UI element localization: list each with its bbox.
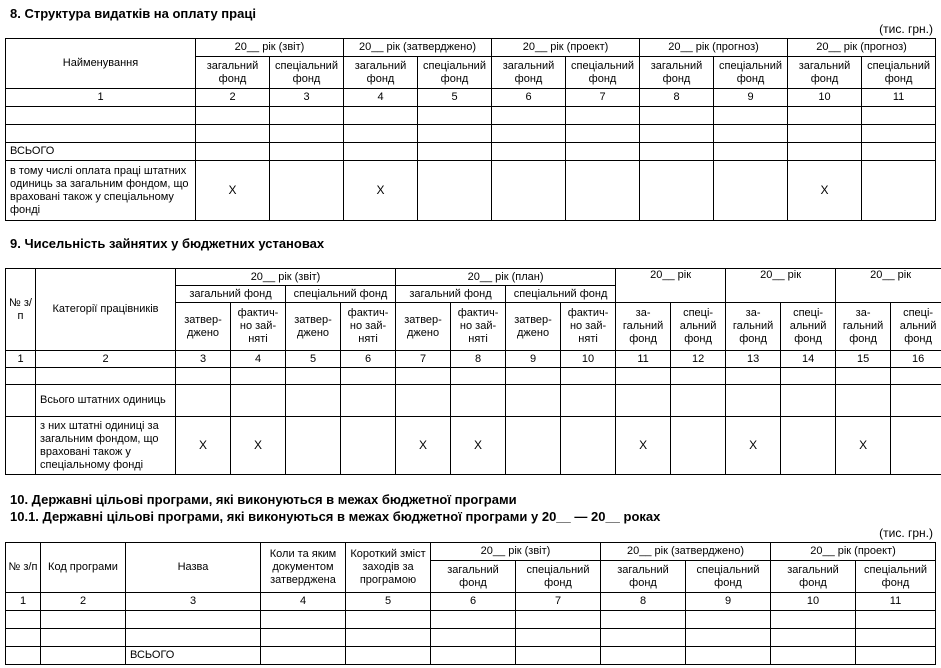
section8-unit: (тис. грн.) bbox=[879, 22, 933, 36]
including-label: в тому числі оплата праці штатних одиниць за загальним фондом, що враховані також у спеціальному фонді bbox=[6, 161, 196, 221]
special-fund-header: спеціальний фонд bbox=[516, 561, 601, 593]
total-staff-label: Всього штатних одиниць bbox=[36, 385, 176, 417]
period-header: 20__ рік (затверджено) bbox=[344, 39, 492, 57]
col-number: 5 bbox=[286, 351, 341, 368]
col-number: 2 bbox=[196, 89, 270, 107]
total-row bbox=[6, 647, 936, 665]
table-row bbox=[6, 107, 936, 125]
period-header: 20__ рік (проект) bbox=[492, 39, 640, 57]
col-number: 13 bbox=[726, 351, 781, 368]
col-number: 5 bbox=[346, 593, 431, 611]
section10-subtitle: 10.1. Державні цільові програми, які виконуються в межах бюджетної програми у 20__ — 20__ роках bbox=[10, 509, 661, 524]
section10-title: 10. Державні цільові програми, які виконуються в межах бюджетної програми bbox=[10, 492, 517, 507]
special-fund-header: спеці-альний фонд bbox=[891, 303, 941, 351]
section8-title: 8. Структура видатків на оплату праці bbox=[10, 6, 256, 21]
general-fund-header: загальний фонд bbox=[601, 561, 686, 593]
special-fund-header: спеціальний фонд bbox=[856, 561, 936, 593]
x-mark: X bbox=[836, 417, 891, 475]
col-number: 6 bbox=[341, 351, 396, 368]
general-fund-header: загальний фонд bbox=[640, 57, 714, 89]
col-number: 8 bbox=[601, 593, 686, 611]
table-row bbox=[6, 629, 936, 647]
actual-header: фактич-но зай-няті bbox=[341, 303, 396, 351]
name-header: Найменування bbox=[6, 39, 196, 89]
including-row bbox=[6, 161, 936, 221]
special-fund-header: спеціальний фонд bbox=[286, 286, 396, 303]
col-number: 1 bbox=[6, 593, 41, 611]
period-header: 20__ рік (затверджено) bbox=[601, 543, 771, 561]
col-number: 11 bbox=[856, 593, 936, 611]
section9-title: 9. Чисельність зайнятих у бюджетних установах bbox=[10, 236, 325, 251]
col-number: 6 bbox=[431, 593, 516, 611]
x-mark: X bbox=[451, 417, 506, 475]
col-number: 11 bbox=[862, 89, 936, 107]
special-fund-header: спеціальний фонд bbox=[506, 286, 616, 303]
table-row bbox=[6, 125, 936, 143]
period-header: 20__ рік bbox=[836, 269, 941, 303]
col-number: 4 bbox=[261, 593, 346, 611]
col-number: 4 bbox=[344, 89, 418, 107]
col-number: 4 bbox=[231, 351, 286, 368]
of-them-label: з них штатні одиниці за загальним фондом, що враховані також у спеціальному фонді bbox=[36, 417, 176, 475]
col-number: 10 bbox=[561, 351, 616, 368]
summary-header: Короткий зміст заходів за програмою bbox=[346, 543, 431, 593]
x-mark: X bbox=[726, 417, 781, 475]
col-number: 8 bbox=[451, 351, 506, 368]
col-number: 2 bbox=[41, 593, 126, 611]
col-number: 10 bbox=[788, 89, 862, 107]
column-number-row bbox=[6, 89, 936, 107]
col-number: 14 bbox=[781, 351, 836, 368]
general-fund-header: за-гальний фонд bbox=[836, 303, 891, 351]
x-mark: X bbox=[616, 417, 671, 475]
col-number: 15 bbox=[836, 351, 891, 368]
period-header: 20__ рік (звіт) bbox=[431, 543, 601, 561]
actual-header: фактич-но зай-няті bbox=[451, 303, 506, 351]
column-number-row bbox=[6, 351, 941, 368]
col-number: 7 bbox=[516, 593, 601, 611]
general-fund-header: загальний фонд bbox=[344, 57, 418, 89]
period-header: 20__ рік (прогноз) bbox=[788, 39, 936, 57]
special-fund-header: спеціальний фонд bbox=[686, 561, 771, 593]
general-fund-header: загальний фонд bbox=[492, 57, 566, 89]
x-mark: X bbox=[788, 161, 862, 221]
section8-table bbox=[5, 38, 936, 221]
col-number: 3 bbox=[126, 593, 261, 611]
period-header: 20__ рік bbox=[726, 269, 836, 303]
period-header: 20__ рік (план) bbox=[396, 269, 616, 286]
col-number: 16 bbox=[891, 351, 941, 368]
actual-header: фактич-но зай-няті bbox=[561, 303, 616, 351]
code-header: Код програми bbox=[41, 543, 126, 593]
general-fund-header: загальний фонд bbox=[196, 57, 270, 89]
general-fund-header: за-гальний фонд bbox=[726, 303, 781, 351]
col-number: 9 bbox=[686, 593, 771, 611]
period-header: 20__ рік (проект) bbox=[771, 543, 936, 561]
name-header: Назва bbox=[126, 543, 261, 593]
x-mark: X bbox=[344, 161, 418, 221]
col-number: 3 bbox=[270, 89, 344, 107]
special-fund-header: спеціальний фонд bbox=[270, 57, 344, 89]
col-number: 3 bbox=[176, 351, 231, 368]
special-fund-header: спеці-альний фонд bbox=[781, 303, 836, 351]
actual-header: фактич-но зай-няті bbox=[231, 303, 286, 351]
general-fund-header: за-гальний фонд bbox=[616, 303, 671, 351]
general-fund-header: загальний фонд bbox=[771, 561, 856, 593]
col-number: 5 bbox=[418, 89, 492, 107]
col-number: 6 bbox=[492, 89, 566, 107]
special-fund-header: спеціальний фонд bbox=[862, 57, 936, 89]
category-header: Категорії працівників bbox=[36, 269, 176, 351]
approved-header: затвер-дженo bbox=[286, 303, 341, 351]
col-number: 10 bbox=[771, 593, 856, 611]
general-fund-header: загальний фонд bbox=[396, 286, 506, 303]
table-row bbox=[6, 368, 941, 385]
column-number-row bbox=[6, 593, 936, 611]
approved-header: затвер-дженo bbox=[506, 303, 561, 351]
special-fund-header: спеціальний фонд bbox=[566, 57, 640, 89]
col-number: 11 bbox=[616, 351, 671, 368]
general-fund-header: загальний фонд bbox=[431, 561, 516, 593]
period-header: 20__ рік (прогноз) bbox=[640, 39, 788, 57]
approved-header: затвер-дженo bbox=[176, 303, 231, 351]
col-number: 9 bbox=[506, 351, 561, 368]
col-number: 8 bbox=[640, 89, 714, 107]
col-number: 1 bbox=[6, 89, 196, 107]
total-label: ВСЬОГО bbox=[126, 647, 261, 665]
section10-table bbox=[5, 542, 936, 665]
section10-unit: (тис. грн.) bbox=[879, 526, 933, 540]
general-fund-header: загальний фонд bbox=[176, 286, 286, 303]
total-staff-row bbox=[6, 385, 941, 417]
period-header: 20__ рік bbox=[616, 269, 726, 303]
total-row bbox=[6, 143, 936, 161]
general-fund-header: загальний фонд bbox=[788, 57, 862, 89]
x-mark: X bbox=[176, 417, 231, 475]
col-number: 9 bbox=[714, 89, 788, 107]
col-number: 7 bbox=[396, 351, 451, 368]
period-header: 20__ рік (звіт) bbox=[176, 269, 396, 286]
x-mark: X bbox=[196, 161, 270, 221]
section9-table bbox=[5, 268, 941, 475]
x-mark: X bbox=[396, 417, 451, 475]
num-header: № з/п bbox=[6, 269, 36, 351]
col-number: 12 bbox=[671, 351, 726, 368]
col-number: 7 bbox=[566, 89, 640, 107]
col-number: 1 bbox=[6, 351, 36, 368]
col-number: 2 bbox=[36, 351, 176, 368]
of-them-row bbox=[6, 417, 941, 475]
num-header: № з/п bbox=[6, 543, 41, 593]
special-fund-header: спеціальний фонд bbox=[418, 57, 492, 89]
table-row bbox=[6, 611, 936, 629]
period-header: 20__ рік (звіт) bbox=[196, 39, 344, 57]
total-label: ВСЬОГО bbox=[6, 143, 196, 161]
special-fund-header: спеціальний фонд bbox=[714, 57, 788, 89]
x-mark: X bbox=[231, 417, 286, 475]
document-header: Коли та яким документом затверджена bbox=[261, 543, 346, 593]
special-fund-header: спеці-альний фонд bbox=[671, 303, 726, 351]
approved-header: затвер-дженo bbox=[396, 303, 451, 351]
